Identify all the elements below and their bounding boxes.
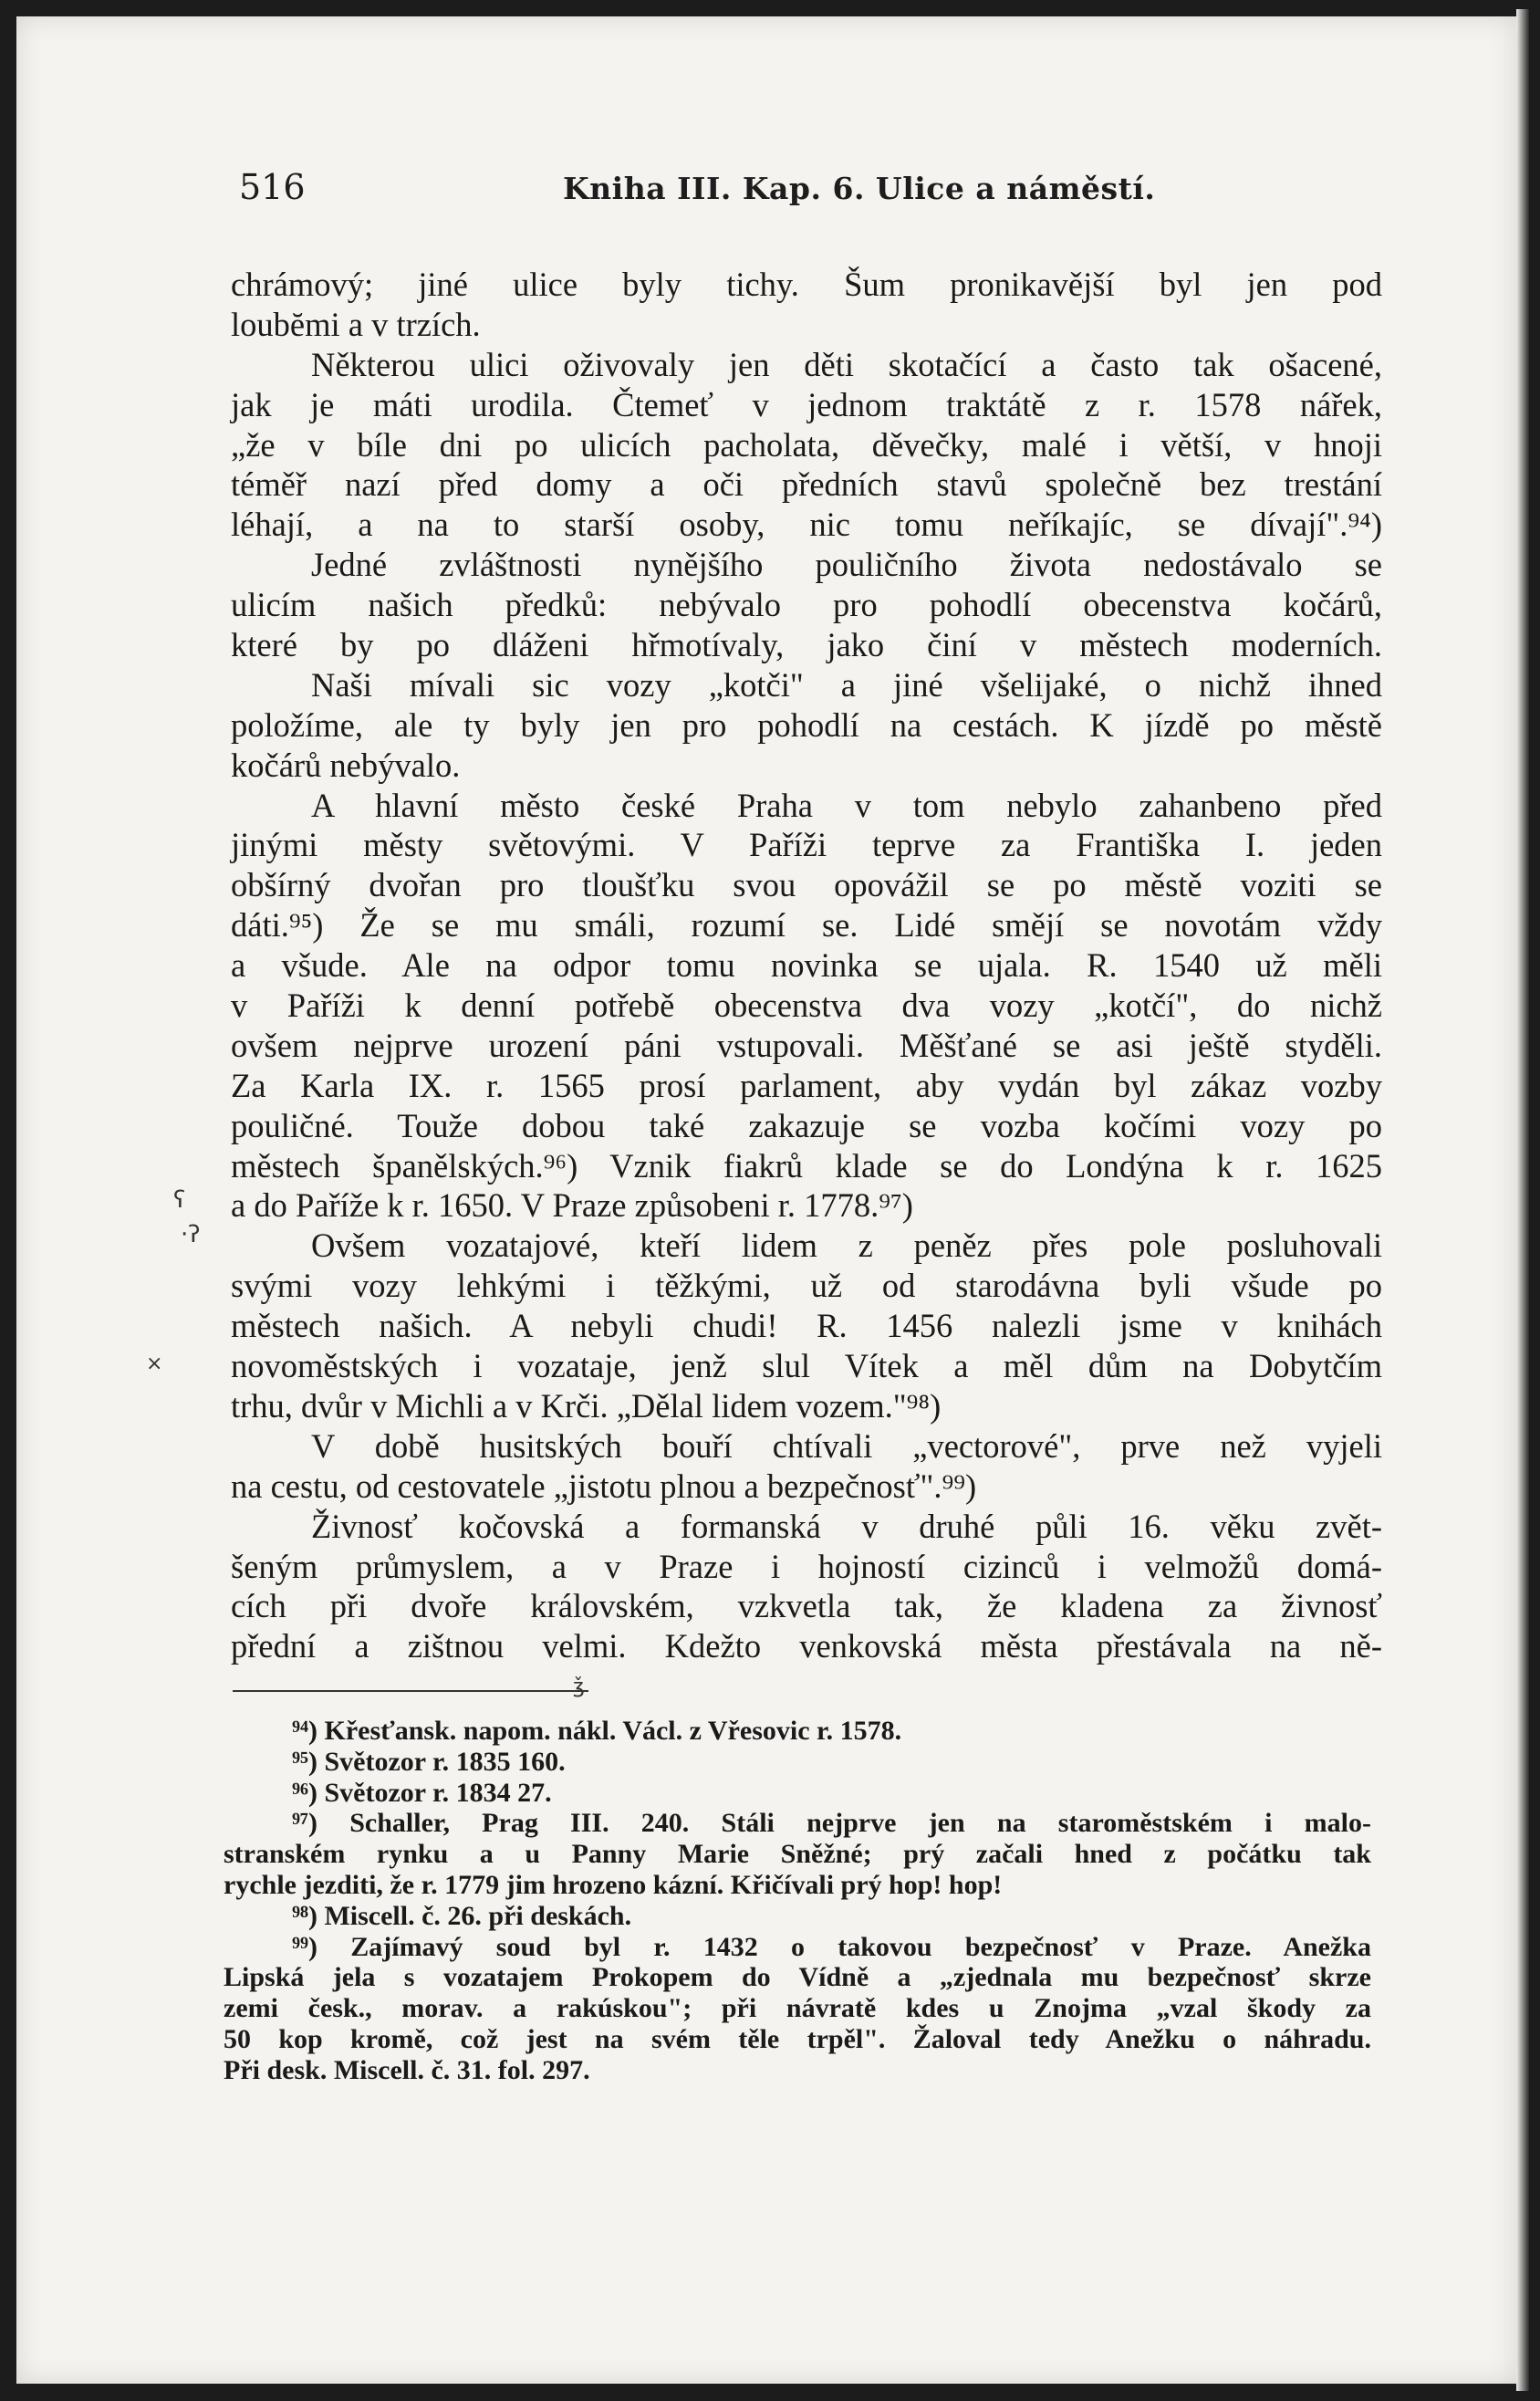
body-text-line: loubĕmi a v trzích. xyxy=(231,305,481,343)
body-text-line: šeným průmyslem, a v Praze i hojností cizinců i velmožů domá- xyxy=(231,1547,1382,1585)
body-text-line: na cestu, od cestovatele „jistotu plnou a bezpečnosť".⁹⁹) xyxy=(231,1467,977,1505)
body-text-line: přední a zištnou velmi. Kdežto venkovská města přestávala na ně- xyxy=(231,1627,1382,1665)
body-text-line: jinými městy světovými. V Paříži teprve za Františka I. jeden xyxy=(231,826,1382,864)
body-text-line: „že v bíle dni po ulicích pacholata, děvečky, malé i větší, v hnoji xyxy=(231,425,1382,464)
body-text-line: Ovšem vozatajové, kteří lidem z peněz přes pole posluhovali xyxy=(311,1227,1382,1265)
body-text-line: A hlavní město české Praha v tom nebylo zahanbeno před xyxy=(311,786,1382,824)
margin-pencil-mark: ·ʔ xyxy=(181,1221,201,1248)
footnote-line: ⁹⁸) Miscell. č. 26. při deskách. xyxy=(292,1900,632,1931)
body-text-line: novoměstských i vozataje, jenž slul Vítek a měl dům na Dobytčím xyxy=(231,1347,1382,1385)
footnotes xyxy=(224,1716,1371,2086)
running-title: Kniha III. Kap. 6. Ulice a náměstí. xyxy=(563,171,1156,206)
body-text-line: cích při dvoře královském, vzkvetla tak, že kladena za živnosť xyxy=(231,1587,1382,1625)
body-text-line: jak je máti urodila. Čtemeť v jednom traktátě z r. 1578 nářek, xyxy=(231,385,1382,423)
body-text-line: obšírný dvořan pro tloušťku svou opovážil se po městě voziti se xyxy=(231,866,1382,904)
body-text-line: městech našich. A nebyli chudi! R. 1456 nalezli jsme v knihách xyxy=(231,1307,1382,1345)
ink-speck-mark: ǯ xyxy=(573,1675,585,1698)
body-text-line: chrámový; jiné ulice byly tichy. Šum pronikavější byl jen pod xyxy=(231,266,1382,303)
page-number: 516 xyxy=(239,167,306,207)
body-text-line: léhají, a na to starší osoby, nic tomu neříkajíc, se dívají".⁹⁴) xyxy=(231,506,1382,544)
body-text-line: a všude. Ale na odpor tomu novinka se ujala. R. 1540 už měli xyxy=(231,946,1382,985)
body-text-line: pouličné. Touže dobou také zakazuje se vozba kočími vozy po xyxy=(231,1106,1382,1144)
footnote-line: stranském rynku a u Panny Marie Sněžné; prý začali hned z počátku tak xyxy=(224,1839,1371,1870)
body-text-line: svými vozy lehkými i těžkými, už od starodávna byli všude po xyxy=(231,1267,1382,1305)
body-text-line: Živnosť kočovská a formanská v druhé půli 16. věku zvět- xyxy=(311,1507,1382,1545)
body-text-line: v Paříži k denní potřebě obecenstva dva vozy „kotčí", do nichž xyxy=(231,986,1382,1025)
page-edge xyxy=(1516,9,1529,2391)
margin-pencil-mark: ʕ xyxy=(173,1186,186,1214)
main-text xyxy=(231,265,1382,1666)
body-text-line: a do Paříže k r. 1650. V Praze způsobeni r. 1778.⁹⁷) xyxy=(231,1186,913,1225)
body-text-line: Jedné zvláštnosti nynějšího pouličního života nedostávalo se xyxy=(311,546,1382,584)
footnote-line: ⁹⁷) Schaller, Prag III. 240. Stáli nejprve jen na staroměstském i malo- xyxy=(292,1808,1371,1839)
footnote-line: 50 kop kromě, což jest na svém těle trpěl". Žaloval tedy Anežku o náhradu. xyxy=(224,2023,1371,2054)
footnote-line: Při desk. Miscell. č. 31. fol. 297. xyxy=(224,2054,590,2085)
footnote-line: Lipská jela s vozatajem Prokopem do Vídně a „zjednala mu bezpečnosť skrze xyxy=(224,1962,1371,1993)
footnote-line: ⁹⁵) Světozor r. 1835 160. xyxy=(292,1746,566,1777)
footnote-line: ⁹⁹) Zajímavý soud byl r. 1432 o takovou bezpečnosť v Praze. Anežka xyxy=(292,1931,1371,1962)
margin-pencil-mark: × xyxy=(146,1352,163,1375)
body-text-line: trhu, dvůr v Michli a v Krči. „Dělal lidem vozem."⁹⁸) xyxy=(231,1386,942,1425)
footnote-line: rychle jezditi, že r. 1779 jim hrozeno kázní. Křičívali prý hop! hop! xyxy=(224,1869,1003,1900)
body-text-line: kočárů nebývalo. xyxy=(231,746,461,784)
body-text-line: Naši mívali sic vozy „kotči" a jiné všelijaké, o nichž ihned xyxy=(311,665,1382,704)
body-text-line: městech španělských.⁹⁶) Vznik fiakrů klade se do Londýna k r. 1625 xyxy=(231,1146,1382,1185)
body-text-line: které by po dláženi hřmotívaly, jako činí v městech moderních. xyxy=(231,626,1382,664)
footnote-line: ⁹⁶) Světozor r. 1834 27. xyxy=(292,1777,552,1808)
body-text-line: dáti.⁹⁵) Že se mu smáli, rozumí se. Lidé smějí se novotám vždy xyxy=(231,906,1382,945)
footnote-rule xyxy=(233,1690,588,1692)
page-header xyxy=(239,167,1379,213)
footnote-line: zemi česk., morav. a rakúskou"; při návratě kdes u Znojma „vzal škody za xyxy=(224,1993,1371,2024)
body-text-line: položíme, ale ty byly jen pro pohodlí na cestách. K jízdě po městě xyxy=(231,705,1382,744)
body-text-line: V době husitských bouří chtívali „vectorové", prve než vyjeli xyxy=(311,1426,1382,1465)
body-text-line: Některou ulici oživovaly jen děti skotačící a často tak ošacené, xyxy=(311,345,1382,383)
footnote-line: ⁹⁴) Křesťansk. napom. nákl. Václ. z Vřesovic r. 1578. xyxy=(292,1716,902,1746)
body-text-line: Za Karla IX. r. 1565 prosí parlament, aby vydán byl zákaz vozby xyxy=(231,1066,1382,1104)
body-text-line: ulicím našich předků: nebývalo pro pohodlí obecenstva kočárů, xyxy=(231,586,1382,624)
body-text-line: ovšem nejprve urození páni vstupovali. Měšťané se asi ještě styděli. xyxy=(231,1026,1382,1064)
body-text-line: téměř nazí před domy a oči předních stavů společně bez trestání xyxy=(231,465,1382,504)
